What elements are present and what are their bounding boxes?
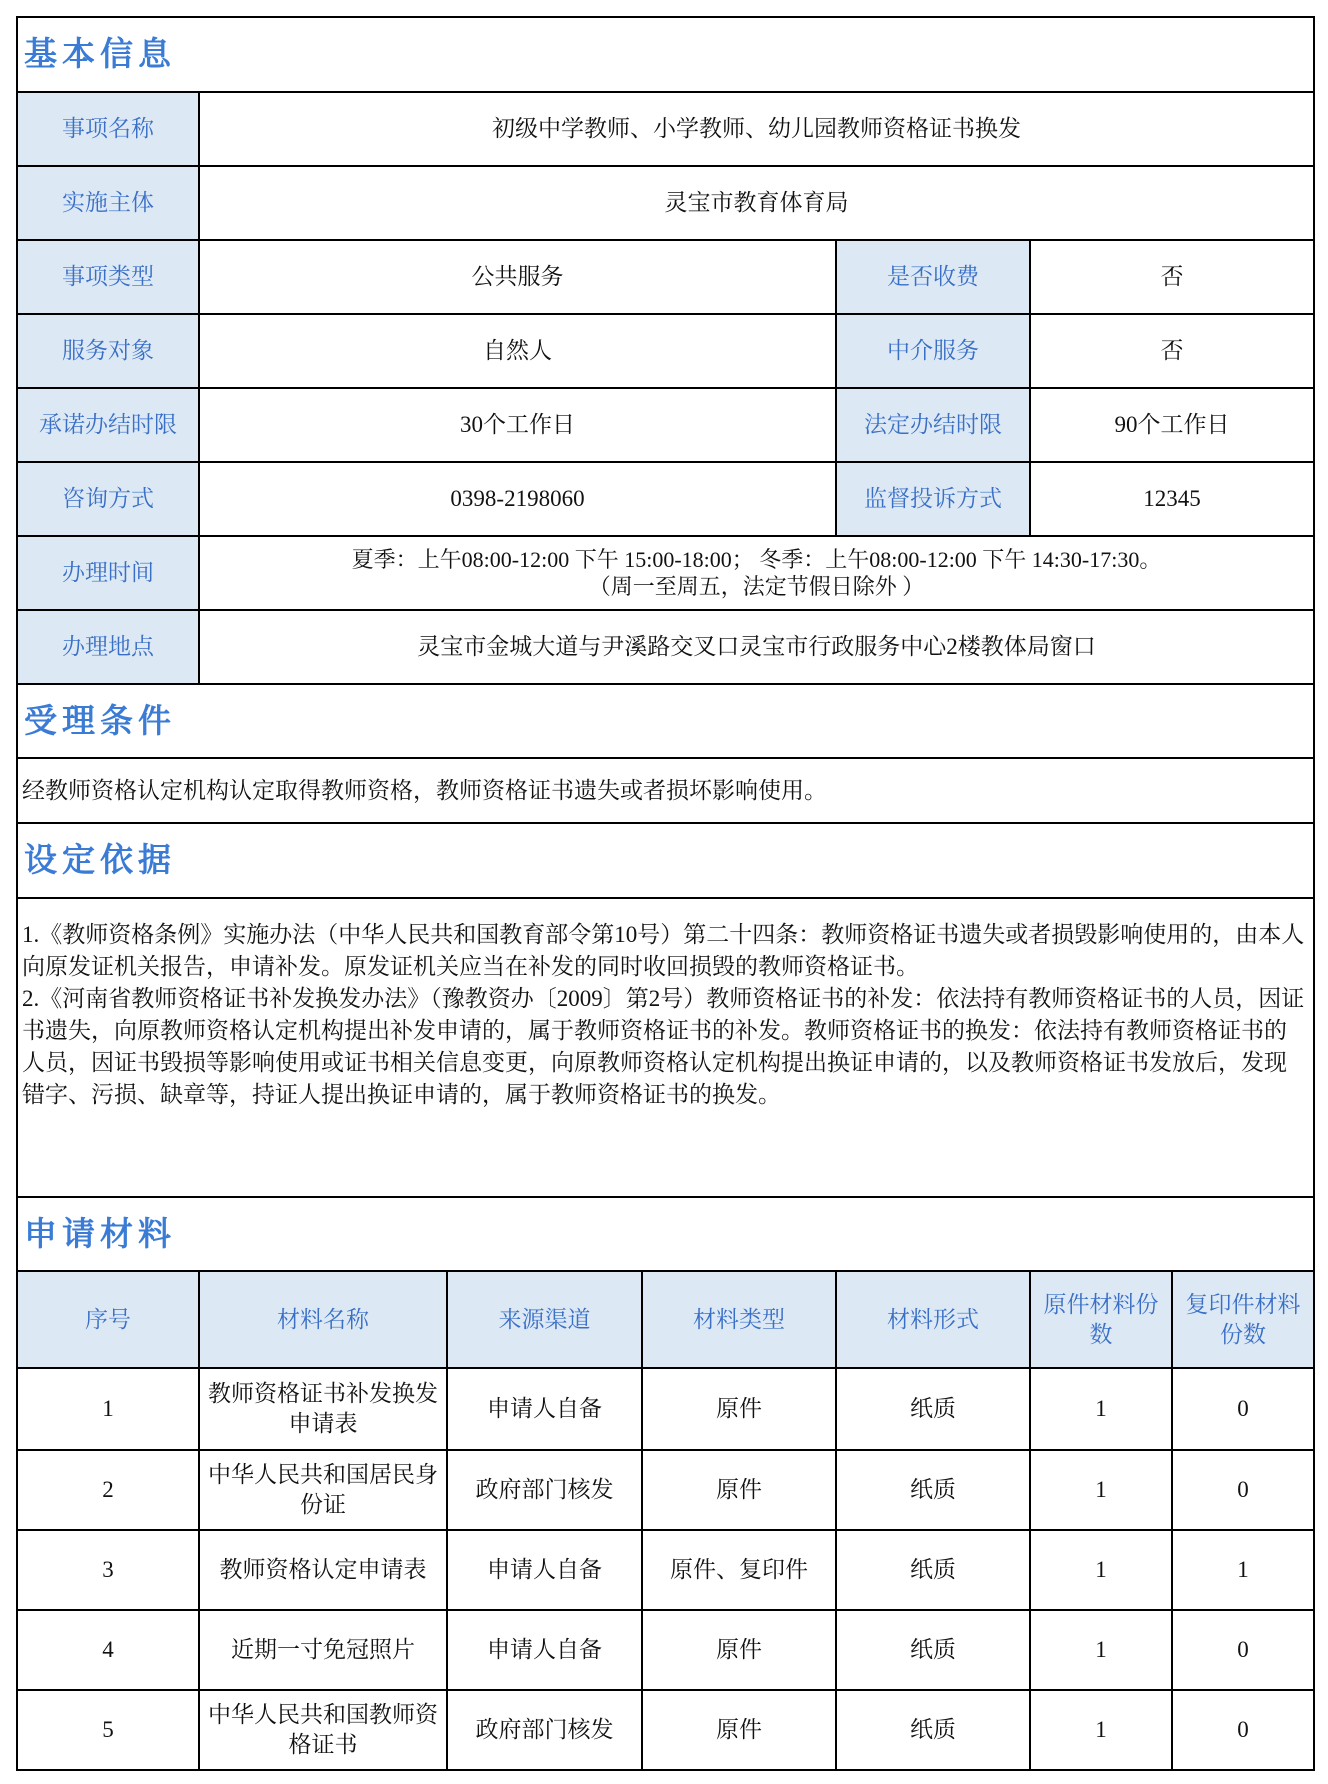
complaint-value: 12345 bbox=[1030, 462, 1314, 536]
material-copy-count: 0 bbox=[1172, 1690, 1314, 1770]
material-name: 近期一寸免冠照片 bbox=[199, 1610, 447, 1690]
material-type: 原件 bbox=[642, 1368, 836, 1450]
basis-p2: 2.《河南省教师资格证书补发换发办法》（豫教资办〔2009〕第2号）教师资格证书的补发：依法持有教师资格证书的人员，因证书遗失，向原教师资格认定机构提出补发申请的，属于教师资格证书的补发。教师资格证书的换发：依法持有教师资格证书的人员，因证书毁损等影响使用或证书相关信息变更，向原教师资格认定机构提出换证申请的，以及教师资格证书发放后，发现错字、污损、缺章等，持证人提出换证申请的，属于教师资格证书的换发。 bbox=[22, 986, 1305, 1107]
material-source: 政府部门核发 bbox=[447, 1450, 642, 1530]
item-name-value: 初级中学教师、小学教师、幼儿园教师资格证书换发 bbox=[199, 92, 1314, 166]
material-form: 纸质 bbox=[836, 1530, 1030, 1610]
material-type: 原件、复印件 bbox=[642, 1530, 836, 1610]
fee-label: 是否收费 bbox=[836, 240, 1030, 314]
material-row bbox=[17, 1610, 1314, 1690]
target-value: 自然人 bbox=[199, 314, 836, 388]
subject-label: 实施主体 bbox=[17, 166, 199, 240]
section-basic-info: 基本信息 bbox=[17, 17, 1314, 92]
section-conditions: 受理条件 bbox=[17, 684, 1314, 758]
material-type: 原件 bbox=[642, 1690, 836, 1770]
material-name: 中华人民共和国居民身份证 bbox=[199, 1450, 447, 1530]
material-original-count: 1 bbox=[1030, 1450, 1172, 1530]
legal-value: 90个工作日 bbox=[1030, 388, 1314, 462]
material-form: 纸质 bbox=[836, 1368, 1030, 1450]
material-form: 纸质 bbox=[836, 1450, 1030, 1530]
material-form: 纸质 bbox=[836, 1610, 1030, 1690]
fee-value: 否 bbox=[1030, 240, 1314, 314]
material-source: 申请人自备 bbox=[447, 1530, 642, 1610]
header-original-count: 原件材料份数 bbox=[1030, 1271, 1172, 1368]
material-seq: 2 bbox=[17, 1450, 199, 1530]
material-copy-count: 0 bbox=[1172, 1450, 1314, 1530]
basis-p1: 1.《教师资格条例》实施办法（中华人民共和国教育部令第10号）第二十四条：教师资格证书遗失或者损毁影响使用的，由本人向原发证机关报告，申请补发。原发证机关应当在补发的同时收回损毁的教师资格证书。 bbox=[22, 922, 1305, 979]
material-copy-count: 1 bbox=[1172, 1530, 1314, 1610]
material-name: 中华人民共和国教师资格证书 bbox=[199, 1690, 447, 1770]
material-seq: 1 bbox=[17, 1368, 199, 1450]
hours-value bbox=[199, 536, 1314, 610]
header-name: 材料名称 bbox=[199, 1271, 447, 1368]
material-source: 申请人自备 bbox=[447, 1368, 642, 1450]
material-source: 申请人自备 bbox=[447, 1610, 642, 1690]
material-seq: 5 bbox=[17, 1690, 199, 1770]
material-row bbox=[17, 1450, 1314, 1530]
material-original-count: 1 bbox=[1030, 1610, 1172, 1690]
promise-label: 承诺办结时限 bbox=[17, 388, 199, 462]
material-name: 教师资格认定申请表 bbox=[199, 1530, 447, 1610]
section-materials: 申请材料 bbox=[17, 1197, 1314, 1271]
consult-value: 0398-2198060 bbox=[199, 462, 836, 536]
material-row bbox=[17, 1368, 1314, 1450]
service-info-table bbox=[16, 16, 1315, 1771]
header-seq: 序号 bbox=[17, 1271, 199, 1368]
material-original-count: 1 bbox=[1030, 1530, 1172, 1610]
place-label: 办理地点 bbox=[17, 610, 199, 684]
header-source: 来源渠道 bbox=[447, 1271, 642, 1368]
section-basis: 设定依据 bbox=[17, 823, 1314, 898]
material-name: 教师资格证书补发换发申请表 bbox=[199, 1368, 447, 1450]
conditions-text: 经教师资格认定机构认定取得教师资格，教师资格证书遗失或者损坏影响使用。 bbox=[17, 758, 1314, 823]
hours-label: 办理时间 bbox=[17, 536, 199, 610]
material-copy-count: 0 bbox=[1172, 1610, 1314, 1690]
complaint-label: 监督投诉方式 bbox=[836, 462, 1030, 536]
header-form: 材料形式 bbox=[836, 1271, 1030, 1368]
agency-label: 中介服务 bbox=[836, 314, 1030, 388]
material-form: 纸质 bbox=[836, 1690, 1030, 1770]
type-label: 事项类型 bbox=[17, 240, 199, 314]
consult-label: 咨询方式 bbox=[17, 462, 199, 536]
material-type: 原件 bbox=[642, 1610, 836, 1690]
material-type: 原件 bbox=[642, 1450, 836, 1530]
material-original-count: 1 bbox=[1030, 1368, 1172, 1450]
material-seq: 4 bbox=[17, 1610, 199, 1690]
header-copy-count: 复印件材料份数 bbox=[1172, 1271, 1314, 1368]
header-type: 材料类型 bbox=[642, 1271, 836, 1368]
material-original-count: 1 bbox=[1030, 1690, 1172, 1770]
target-label: 服务对象 bbox=[17, 314, 199, 388]
material-row bbox=[17, 1530, 1314, 1610]
legal-label: 法定办结时限 bbox=[836, 388, 1030, 462]
item-name-label: 事项名称 bbox=[17, 92, 199, 166]
subject-value: 灵宝市教育体育局 bbox=[199, 166, 1314, 240]
hours-line1: 夏季：上午08:00-12:00 下午 15:00-18:00； 冬季：上午08:00-12:00 下午 14:30-17:30。 bbox=[351, 546, 1162, 572]
material-seq: 3 bbox=[17, 1530, 199, 1610]
hours-line2: （周一至周五，法定节假日除外 ） bbox=[588, 574, 925, 599]
place-value: 灵宝市金城大道与尹溪路交叉口灵宝市行政服务中心2楼教体局窗口 bbox=[199, 610, 1314, 684]
material-source: 政府部门核发 bbox=[447, 1690, 642, 1770]
promise-value: 30个工作日 bbox=[199, 388, 836, 462]
type-value: 公共服务 bbox=[199, 240, 836, 314]
materials-header-row bbox=[17, 1271, 1314, 1368]
material-row bbox=[17, 1690, 1314, 1770]
material-copy-count: 0 bbox=[1172, 1368, 1314, 1450]
agency-value: 否 bbox=[1030, 314, 1314, 388]
basis-text bbox=[17, 898, 1314, 1197]
